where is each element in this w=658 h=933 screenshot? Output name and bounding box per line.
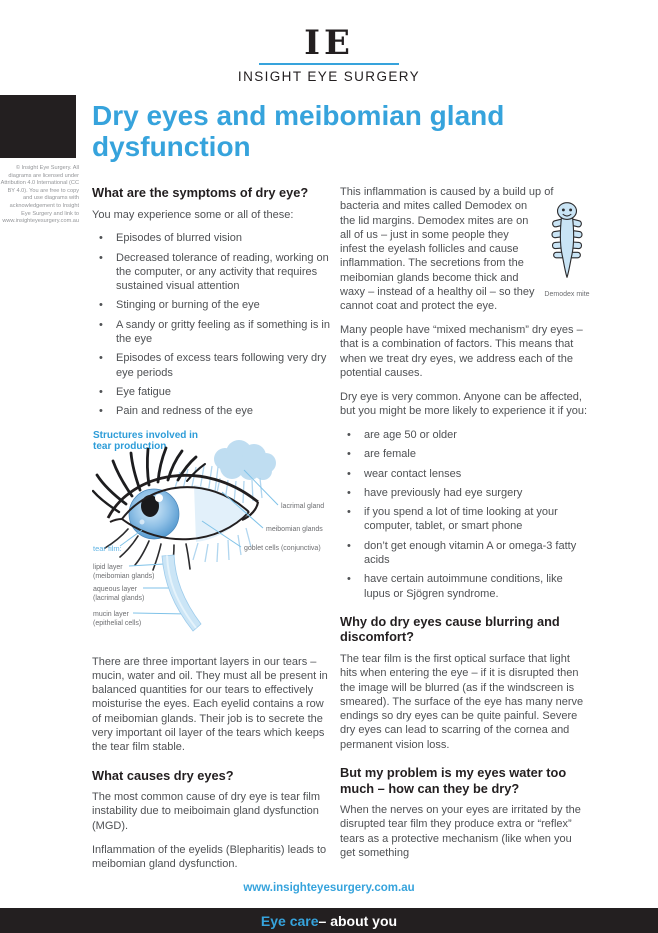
label-aqueous-layer: aqueous layer <box>93 585 137 593</box>
right-column <box>340 185 590 881</box>
clinic-logo <box>0 23 658 84</box>
left-column <box>92 185 330 881</box>
svg-text:(epithelial cells): (epithelial cells) <box>93 619 142 627</box>
label-mucin-layer: mucin layer <box>93 610 129 618</box>
symptoms-heading: What are the symptoms of dry eye? <box>92 185 309 200</box>
logo-monogram: IE <box>304 23 354 63</box>
mixed-mechanism-paragraph: Many people have “mixed mechanism” dry eyes – that is a combination of factors. This means that when we treat dry eyes, we address each of the potential causes. <box>340 324 583 380</box>
tear-layers-paragraph: There are three important layers in our tears – mucin, water and oil. They must all be present in balanced quantities for our tears to effectively moisturise the eyes. Each eyelid contains a row of meibomian glands. Their job is to secrete the very important oil layer of the tears which keeps the tear film stable. <box>92 655 328 754</box>
label-tear-film: tear film: <box>93 543 122 553</box>
list-item: • A sandy or gritty feeling as if something is in the eye <box>92 318 330 347</box>
label-lipid-layer: lipid layer <box>93 563 123 571</box>
mite-caption: Demodex mite <box>544 290 590 298</box>
list-item: • Episodes of excess tears following very dry eye periods <box>92 351 330 380</box>
content-columns <box>92 185 590 881</box>
list-item: • have certain autoimmune conditions, like lupus or Sjögren syndrome. <box>340 572 590 601</box>
list-item: • Stinging or burning of the eye <box>92 298 330 312</box>
lacrimal-gland-shape <box>214 440 276 480</box>
symptoms-intro: You may experience some or all of these: <box>92 208 294 221</box>
logo-name: INSIGHT EYE SURGERY <box>237 69 421 84</box>
page-title: Dry eyes and meibomian gland dysfunction <box>92 100 505 162</box>
list-item: • are female <box>340 447 590 461</box>
label-goblet-cells: goblet cells (conjunctiva) <box>244 544 321 552</box>
causes-paragraph-1: The most common cause of dry eye is tear film instability due to meiboimain gland dysfunction (MGD). <box>92 791 321 832</box>
tagline-rest: – about you <box>318 912 398 929</box>
causes-paragraph-2: Inflammation of the eyelids (Blepharitis) leads to meibomian gland dysfunction. <box>92 843 327 870</box>
list-item: • Eye fatigue <box>92 385 330 399</box>
label-lacrimal-gland: lacrimal gland <box>281 502 325 510</box>
watering-heading: But my problem is my eyes water too much – how can they be dry? <box>340 765 567 796</box>
footer-tagline-bar <box>0 908 658 933</box>
eye-anatomy-illustration <box>92 428 332 640</box>
list-item: • Pain and redness of the eye <box>92 404 330 418</box>
list-item: • don’t get enough vitamin A or omega-3 fatty acids <box>340 539 590 568</box>
label-meibomian-glands: meibomian glands <box>266 525 323 533</box>
margin-black-box <box>0 95 76 158</box>
blurring-paragraph: The tear film is the first optical surface that light hits when entering the eye – if it is disrupted then the image will be blurred (as if the windscreen is smeared). The surface of the eye has many nerve endings so dry eyes can be quite painful. Severe dry eyes can lead to scarring of the cornea and permanent vision loss. <box>340 652 584 751</box>
tear-production-diagram <box>92 428 330 645</box>
svg-text:(lacrimal glands): (lacrimal glands) <box>93 594 145 602</box>
website-link[interactable]: www.insighteyesurgery.com.au <box>243 882 415 894</box>
list-item: • Episodes of blurred vision <box>92 231 330 245</box>
copyright-notice: © Insight Eye Surgery. All diagrams are licensed under Attribution 4.0 International (CC BY 4.0). You are free to copy and use diagrams with acknowledgement to Insight Eye Surgery and link to www.insighteyesurgery.com.au <box>0 165 79 225</box>
risk-factors-list <box>340 428 590 601</box>
inflammation-paragraph: This inflammation is caused by a build up of bacteria and mites called Demodex on Demodex mite the lid margins. Demodex mites are on all of us – just in some people they infest the eyelash follicles and cause inflammation. The secretions from the meibomian glands become thick and waxy – instead of a healthy oil – so they cannot coat and protect the eye. <box>340 186 590 313</box>
list-item: • are age 50 or older <box>340 428 590 442</box>
list-item: • wear contact lenses <box>340 467 590 481</box>
svg-text:(meibomian glands): (meibomian glands) <box>93 572 155 580</box>
common-paragraph: Dry eye is very common. Anyone can be affected, but you might be more likely to experience it if you: <box>340 390 588 418</box>
causes-heading: What causes dry eyes? <box>92 767 234 783</box>
blurring-heading: Why do dry eyes cause blurring and discomfort? <box>340 613 560 645</box>
demodex-mite-icon <box>549 201 585 279</box>
list-item: • Decreased tolerance of reading, working on the computer, or any activity that requires sustained visual attention <box>92 251 330 294</box>
demodex-mite-figure <box>544 201 590 302</box>
watering-paragraph: When the nerves on your eyes are irritated by the disrupted tear film they produce extra or “reflex” tears as a protective mechanism (like when you get something <box>340 804 581 859</box>
logo-divider <box>259 63 399 65</box>
tagline-highlight: Eye care <box>260 912 319 929</box>
list-item: • have previously had eye surgery <box>340 486 590 500</box>
diagram-title-line1: Structures involved in <box>93 429 199 441</box>
symptoms-list <box>92 231 330 418</box>
list-item: • if you spend a lot of time looking at your computer, tablet, or smart phone <box>340 505 590 534</box>
diagram-title-line2: tear production <box>93 440 167 452</box>
